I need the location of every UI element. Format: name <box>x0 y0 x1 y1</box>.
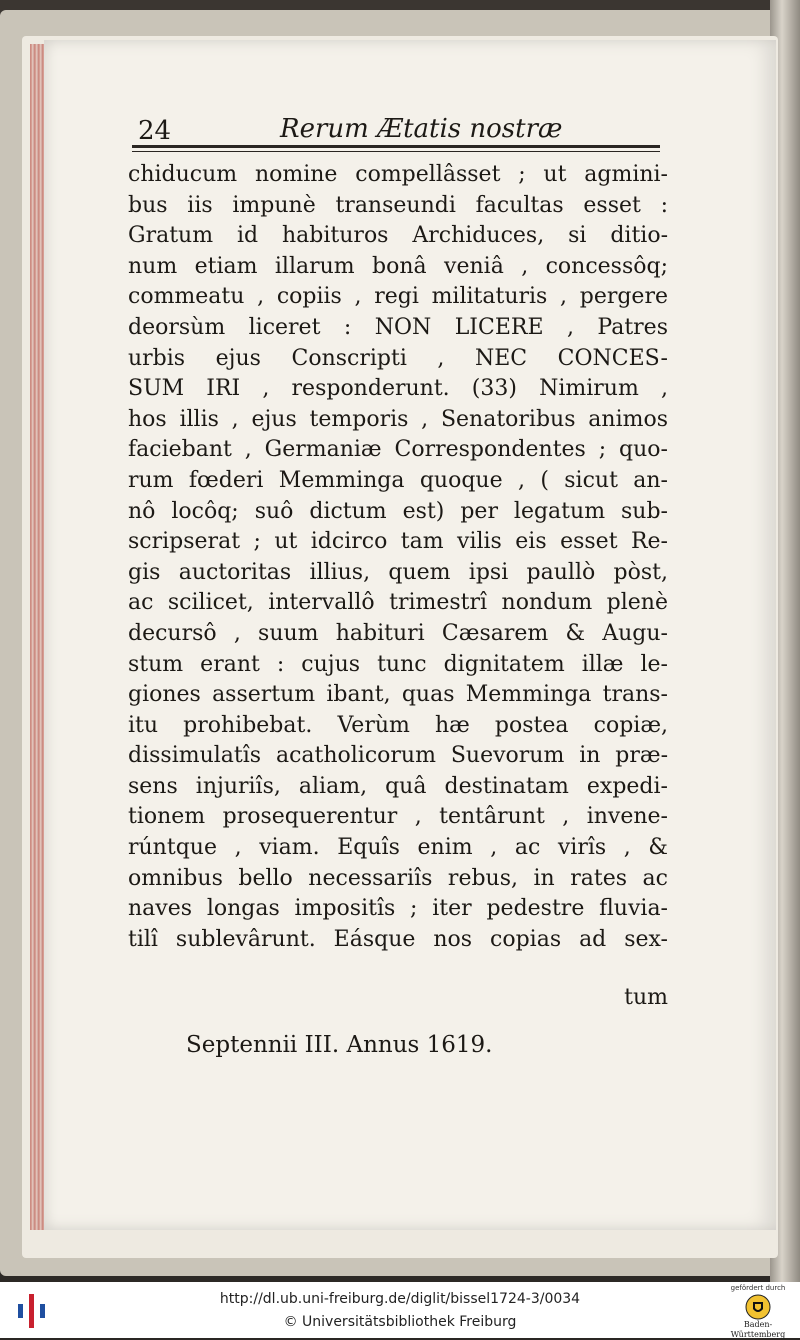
text-line: SUM IRI , responderunt. (33) Nimirum , <box>128 376 668 402</box>
text-line: ac scilicet, intervallô trimestrî nondum plenè <box>128 590 668 616</box>
funder-label: gefördert durch <box>730 1284 786 1292</box>
copyright-notice: © Universitätsbibliothek Freiburg <box>283 1314 517 1330</box>
funder-badge[interactable] <box>722 1284 794 1339</box>
signature-line: Septennii III. Annus 1619. <box>186 1032 493 1058</box>
viewer-footer-bar <box>0 1282 800 1338</box>
text-line: tionem prosequerentur , tentârunt , invene- <box>128 804 668 830</box>
text-line: giones assertum ibant, quas Memminga trans- <box>128 682 668 708</box>
text-line: omnibus bello necessariîs rebus, in rates ac <box>128 865 668 891</box>
text-line: hos illis , ejus temporis , Senatoribus animos <box>128 406 668 432</box>
text-line: bus iis impunè transeundi facultas esset : <box>128 192 668 218</box>
funder-name: Baden-Württemberg <box>730 1320 786 1339</box>
text-line: dissimulatîs acatholicorum Suevorum in præ- <box>128 743 668 769</box>
text-line: naves longas impositîs ; iter pedestre fluvia- <box>128 896 668 922</box>
catchword: tum <box>624 985 668 1010</box>
page-number: 24 <box>138 116 172 146</box>
red-page-edge <box>30 44 44 1230</box>
text-line: nô locôq; suô dictum est) per legatum sub- <box>128 498 668 524</box>
text-line: stum erant : cujus tunc dignitatem illæ le- <box>128 651 668 677</box>
page-header <box>132 110 662 150</box>
baden-wuerttemberg-crest-icon <box>745 1294 771 1320</box>
header-rule <box>132 145 660 148</box>
text-line: gis auctoritas illius, quem ipsi paullò pòst, <box>128 559 668 585</box>
text-line: itu prohibebat. Verùm hæ postea copiæ, <box>128 712 668 738</box>
text-line: commeatu , copiis , regi militaturis , pergere <box>128 284 668 310</box>
text-line: decursô , suum habituri Cæsarem & Augu- <box>128 620 668 646</box>
running-title: Rerum Ætatis nostræ <box>280 114 563 144</box>
text-line: tilî sublevârunt. Eásque nos copias ad sex- <box>128 926 668 952</box>
text-line: scripserat ; ut idcirco tam vilis eis esset Re- <box>128 529 668 555</box>
text-line: urbis ejus Conscripti , NEC CONCES- <box>128 345 668 371</box>
text-line: rum fœderi Memminga quoque , ( sicut an- <box>128 467 668 493</box>
document-url[interactable]: http://dl.ub.uni-freiburg.de/diglit/bissel1724-3/0034 <box>219 1291 581 1307</box>
text-line: num etiam illarum bonâ veniâ , concessôq; <box>128 253 668 279</box>
text-line: Gratum id habituros Archiduces, si ditio- <box>128 223 668 249</box>
text-line: rúntque , viam. Equîs enim , ac virîs , & <box>128 835 668 861</box>
body-text <box>128 160 668 955</box>
header-rule-thin <box>132 151 660 152</box>
text-line: chiducum nomine compellâsset ; ut agmini- <box>128 162 668 187</box>
text-line: deorsùm liceret : NON LICERE , Patres <box>128 314 668 340</box>
text-line: faciebant , Germaniæ Correspondentes ; quo- <box>128 437 668 463</box>
text-line: sens injuriîs, aliam, quâ destinatam expedi- <box>128 773 668 799</box>
